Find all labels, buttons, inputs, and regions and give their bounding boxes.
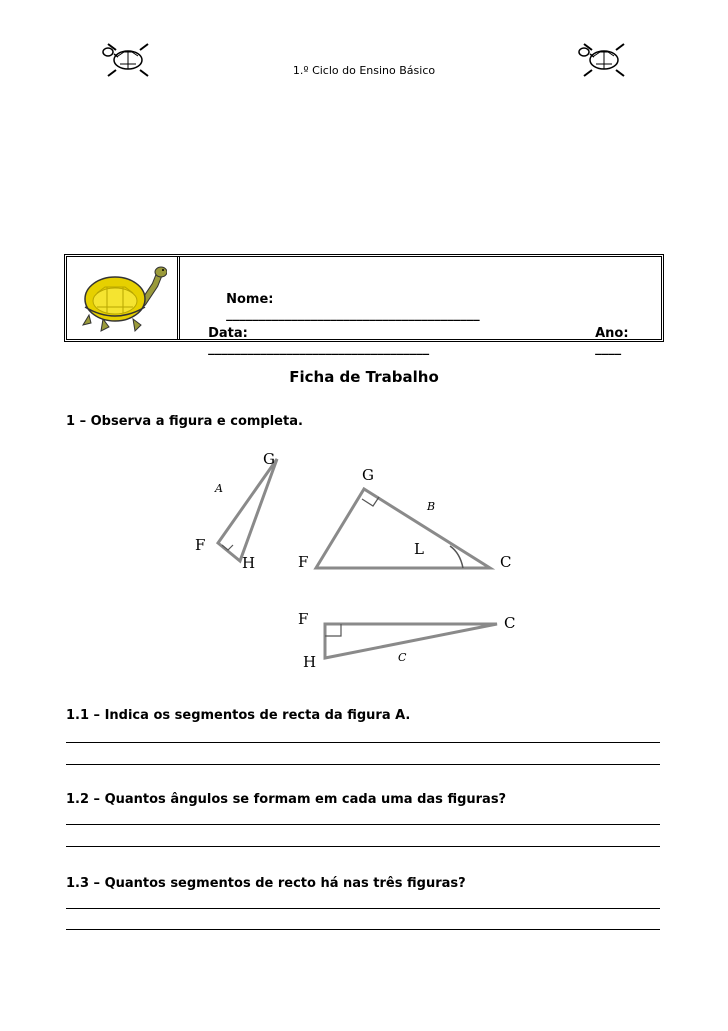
name-label: Nome:	[226, 292, 274, 307]
label-c-vertex-1: F	[298, 610, 309, 628]
triangle-a	[218, 459, 277, 561]
figure-a	[195, 450, 277, 572]
triangle-b	[316, 489, 490, 568]
answer-line[interactable]	[66, 824, 660, 825]
year-label: Ano:	[595, 326, 629, 341]
right-angle-mark-c	[325, 624, 341, 636]
label-a-vertex-3: H	[242, 554, 256, 572]
label-a-vertex-2: F	[195, 536, 206, 554]
answer-line[interactable]	[66, 929, 660, 930]
question-1-3: 1.3 – Quantos segmentos de recto há nas três figuras?	[66, 876, 466, 891]
sheet-title: Ficha de Trabalho	[289, 368, 439, 386]
name-field[interactable]: _______________________________________	[226, 307, 480, 322]
exercise-instruction: 1 – Observa a figura e completa.	[66, 414, 303, 429]
triangle-c	[325, 624, 497, 658]
figure-b	[298, 466, 511, 571]
answer-line[interactable]	[66, 764, 660, 765]
label-c-vertex-3: C	[504, 614, 516, 632]
answer-line[interactable]	[66, 908, 660, 909]
answer-line[interactable]	[66, 742, 660, 743]
label-a-vertex-1: G	[263, 450, 275, 468]
year-field[interactable]: ____	[595, 341, 622, 356]
label-b-vertex-2: F	[298, 553, 309, 571]
date-label: Data:	[208, 326, 248, 341]
header-title: 1.º Ciclo do Ensino Básico	[292, 64, 436, 77]
label-c-vertex-2: H	[303, 653, 317, 671]
figure-c-name: C	[398, 651, 407, 664]
angle-label: L	[414, 540, 424, 558]
label-b-vertex-1: G	[362, 466, 374, 484]
answer-line[interactable]	[66, 846, 660, 847]
date-field[interactable]: __________________________________	[208, 341, 430, 356]
figure-a-name: A	[215, 482, 223, 495]
question-1-1: 1.1 – Indica os segmentos de recta da figura A.	[66, 708, 411, 723]
figure-c	[298, 610, 515, 671]
figure-b-name: B	[427, 500, 436, 513]
question-1-2: 1.2 – Quantos ângulos se formam em cada uma das figuras?	[66, 792, 507, 807]
label-b-vertex-3: C	[500, 553, 512, 571]
